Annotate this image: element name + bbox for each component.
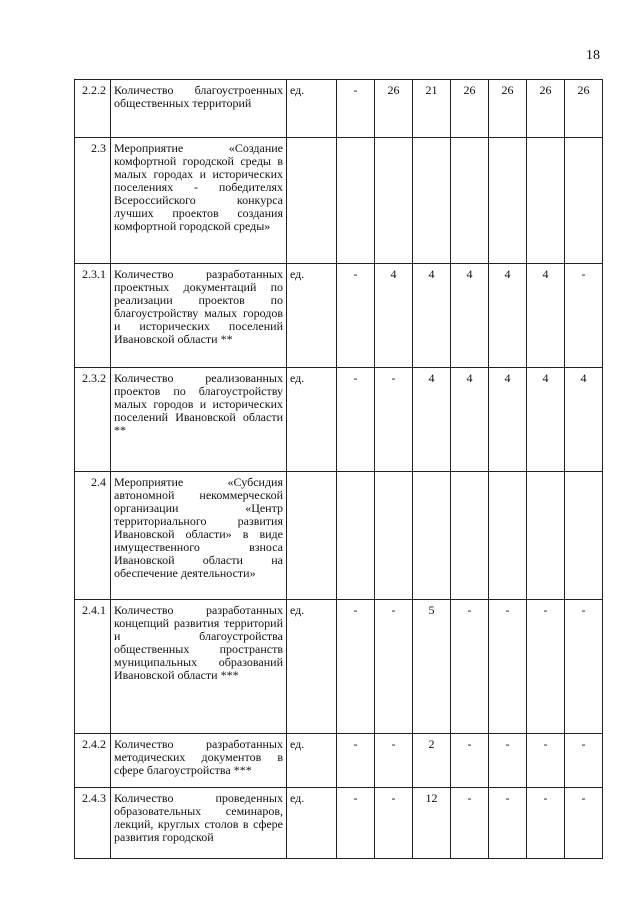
row-description: Количество разработанных методических документов в сфере благоустройства *** <box>111 734 287 788</box>
table-row <box>75 264 603 368</box>
row-number: 2.3 <box>75 138 111 264</box>
value-cell <box>413 472 451 600</box>
value-cell: - <box>527 788 565 859</box>
row-unit: ед. <box>287 264 337 368</box>
value-cell: - <box>489 788 527 859</box>
value-cell <box>565 472 603 600</box>
row-number: 2.4.2 <box>75 734 111 788</box>
table-row <box>75 80 603 138</box>
value-cell: 4 <box>527 264 565 368</box>
value-cell <box>375 472 413 600</box>
value-cell <box>451 472 489 600</box>
row-unit: ед. <box>287 600 337 734</box>
value-cell <box>527 138 565 264</box>
value-cell: - <box>451 600 489 734</box>
row-unit: ед. <box>287 734 337 788</box>
value-cell: 4 <box>489 368 527 472</box>
value-cell: 4 <box>413 368 451 472</box>
value-cell: 26 <box>489 80 527 138</box>
value-cell: 5 <box>413 600 451 734</box>
value-cell: - <box>375 734 413 788</box>
indicators-table <box>74 79 603 859</box>
value-cell: 4 <box>451 264 489 368</box>
value-cell: 4 <box>375 264 413 368</box>
row-number: 2.3.2 <box>75 368 111 472</box>
value-cell: - <box>565 600 603 734</box>
table-row <box>75 138 603 264</box>
table-row <box>75 788 603 859</box>
row-description: Количество реализованных проектов по благоустройству малых городов и исторических поселений Ивановской области ** <box>111 368 287 472</box>
row-description: Количество благоустроенных общественных территорий <box>111 80 287 138</box>
value-cell: - <box>375 600 413 734</box>
value-cell <box>375 138 413 264</box>
value-cell: 26 <box>451 80 489 138</box>
value-cell: 12 <box>413 788 451 859</box>
value-cell <box>337 138 375 264</box>
row-description: Мероприятие «Создание комфортной городской среды в малых городах и исторических поселениях - победителях Всероссийского конкурса лучших проектов создания комфортной городской среды» <box>111 138 287 264</box>
row-description: Количество разработанных проектных документаций по реализации проектов по благоустройству малых городов и исторических поселений Ивановской области ** <box>111 264 287 368</box>
value-cell <box>489 138 527 264</box>
value-cell: - <box>565 734 603 788</box>
row-number: 2.2.2 <box>75 80 111 138</box>
value-cell <box>489 472 527 600</box>
value-cell <box>565 138 603 264</box>
row-description: Количество разработанных концепций развития территорий и благоустройства общественных пространств муниципальных образований Ивановской области *** <box>111 600 287 734</box>
value-cell: 26 <box>527 80 565 138</box>
row-unit <box>287 138 337 264</box>
value-cell: - <box>489 734 527 788</box>
value-cell: 4 <box>413 264 451 368</box>
value-cell: 21 <box>413 80 451 138</box>
row-unit: ед. <box>287 788 337 859</box>
row-unit: ед. <box>287 80 337 138</box>
table-row <box>75 368 603 472</box>
value-cell: - <box>337 600 375 734</box>
value-cell: 26 <box>375 80 413 138</box>
row-unit: ед. <box>287 368 337 472</box>
value-cell: - <box>451 788 489 859</box>
value-cell: - <box>565 788 603 859</box>
row-unit <box>287 472 337 600</box>
value-cell: - <box>565 264 603 368</box>
value-cell: - <box>337 788 375 859</box>
value-cell: 4 <box>489 264 527 368</box>
value-cell: 4 <box>527 368 565 472</box>
row-description: Мероприятие «Субсидия автономной некоммерческой организации «Центр территориального развития Ивановской области» в виде имущественного взноса Ивановской области на обеспечение деятельности» <box>111 472 287 600</box>
row-number: 2.4 <box>75 472 111 600</box>
value-cell <box>337 472 375 600</box>
value-cell: 4 <box>451 368 489 472</box>
row-number: 2.4.1 <box>75 600 111 734</box>
value-cell: - <box>489 600 527 734</box>
value-cell: - <box>337 80 375 138</box>
table-row <box>75 472 603 600</box>
value-cell <box>527 472 565 600</box>
value-cell <box>451 138 489 264</box>
row-description: Количество проведенных образовательных семинаров, лекций, круглых столов в сфере развития городской <box>111 788 287 859</box>
page-number: 18 <box>586 48 600 63</box>
value-cell: 4 <box>565 368 603 472</box>
value-cell: - <box>375 788 413 859</box>
value-cell: - <box>337 264 375 368</box>
value-cell: - <box>337 734 375 788</box>
value-cell: - <box>375 368 413 472</box>
value-cell: - <box>527 734 565 788</box>
value-cell: - <box>337 368 375 472</box>
value-cell: - <box>527 600 565 734</box>
row-number: 2.3.1 <box>75 264 111 368</box>
row-number: 2.4.3 <box>75 788 111 859</box>
value-cell: 26 <box>565 80 603 138</box>
table-row <box>75 734 603 788</box>
value-cell: - <box>451 734 489 788</box>
value-cell: 2 <box>413 734 451 788</box>
value-cell <box>413 138 451 264</box>
table-row <box>75 600 603 734</box>
